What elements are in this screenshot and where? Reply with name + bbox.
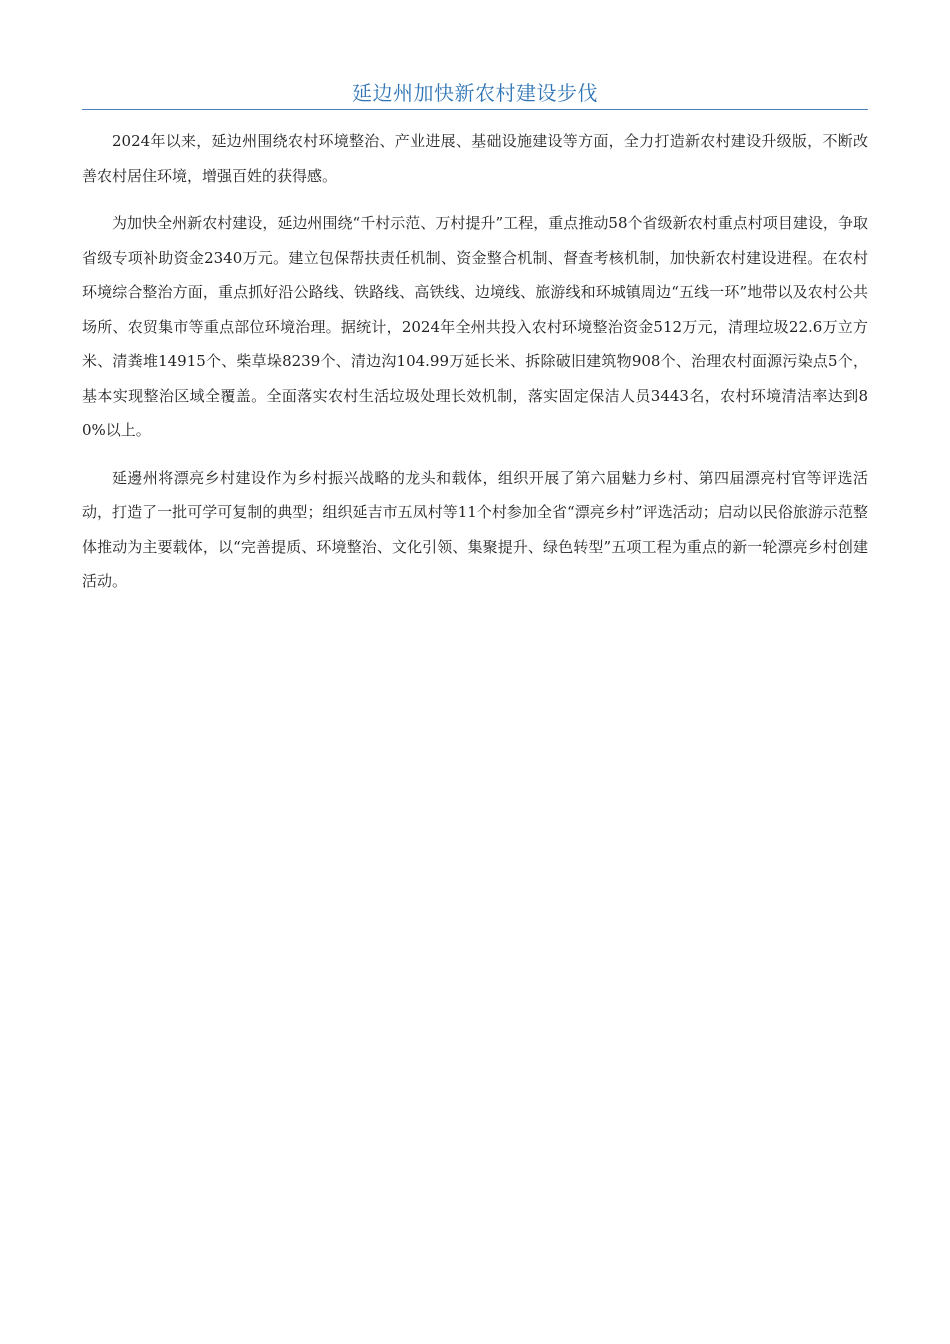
paragraph-1: 2024年以来，延边州围绕农村环境整治、产业进展、基础设施建设等方面，全力打造新农村建设升级版，不断改善农村居住环境，增强百姓的获得感。 [82, 132, 868, 185]
paragraph-2: 为加快全州新农村建设，延边州围绕“千村示范、万村提升”工程，重点推动58个省级新农村重点村项目建设，争取省级专项补助资金2340万元。建立包保帮扶责任机制、资金整合机制、督查考核机制，加快新农村建设进程。在农村环境综合整治方面，重点抓好沿公路线、铁路线、高铁线、边境线、旅游线和环城镇周边“五线一环”地带以及农村公共场所、农贸集市等重点部位环境治理。据统计，2024年全州共投入农村环境整治资金512万元，清理垃圾22.6万立方米、清粪堆14915个、柴草垛8239个、清边沟104.99万延长米、拆除破旧建筑物908个、治理农村面源污染点5个，基本实现整治区域全覆盖。全面落实农村生活垃圾处理长效机制，落实固定保洁人员3443名，农村环境清洁率达到80%以上。 [82, 214, 868, 439]
paragraph-3: 延邊州将漂亮乡村建设作为乡村振兴战略的龙头和载体，组织开展了第六届魅力乡村、第四届漂亮村官等评选活动，打造了一批可学可复制的典型；组织延吉市五凤村等11个村参加全省“漂亮乡村”评选活动；启动以民俗旅游示范整体推动为主要载体，以“完善提质、环境整治、文化引领、集聚提升、绿色转型”五项工程为重点的新一轮漂亮乡村创建活动。 [82, 468, 868, 590]
document-title: 延边州加快新农村建设步伐 [352, 81, 598, 105]
document-page [82, 78, 868, 612]
title-underline [82, 109, 868, 110]
document-body [82, 124, 868, 599]
